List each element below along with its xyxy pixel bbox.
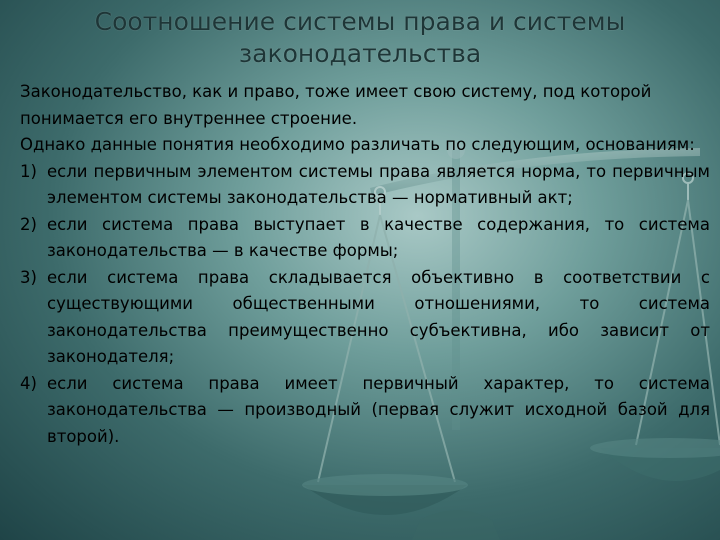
list-item-number: 3) (20, 267, 37, 287)
list-item-number: 2) (20, 214, 37, 234)
list-item-text: если система права имеет первичный характер, то система законодательства — производный (первая служит исходной базой для второй). (47, 373, 710, 446)
intro-paragraph-1: Законодательство, как и право, тоже имеет свою систему, под которой понимается его внутреннее строение. (20, 82, 652, 128)
list-item-1 (20, 159, 710, 212)
list-item-2 (20, 212, 710, 265)
intro-paragraph-2: Однако данные понятия необходимо различать по следующим, основаниям: (20, 135, 695, 154)
list-item-text: если система права выступает в качестве содержания, то система законодательства — в качестве формы; (47, 214, 710, 260)
list-item-4 (20, 371, 710, 451)
list-item-number: 1) (20, 161, 37, 181)
list-item-text: если система права складывается объективно в соответствии с существующими общественными отношениями, то система законодательства преимущественно субъективна, ибо зависит от законодателя; (47, 267, 710, 366)
slide-title-line-2: законодательства (238, 39, 482, 68)
slide-title (40, 6, 680, 70)
list-item-text: если первичным элементом системы права является норма, то первичным элементом системы законодательства — нормативный акт; (47, 161, 710, 207)
list-item-3 (20, 265, 710, 371)
slide-title-line-1: Соотношение системы права и системы (94, 7, 626, 36)
slide-body (20, 79, 710, 450)
list-item-number: 4) (20, 373, 37, 393)
